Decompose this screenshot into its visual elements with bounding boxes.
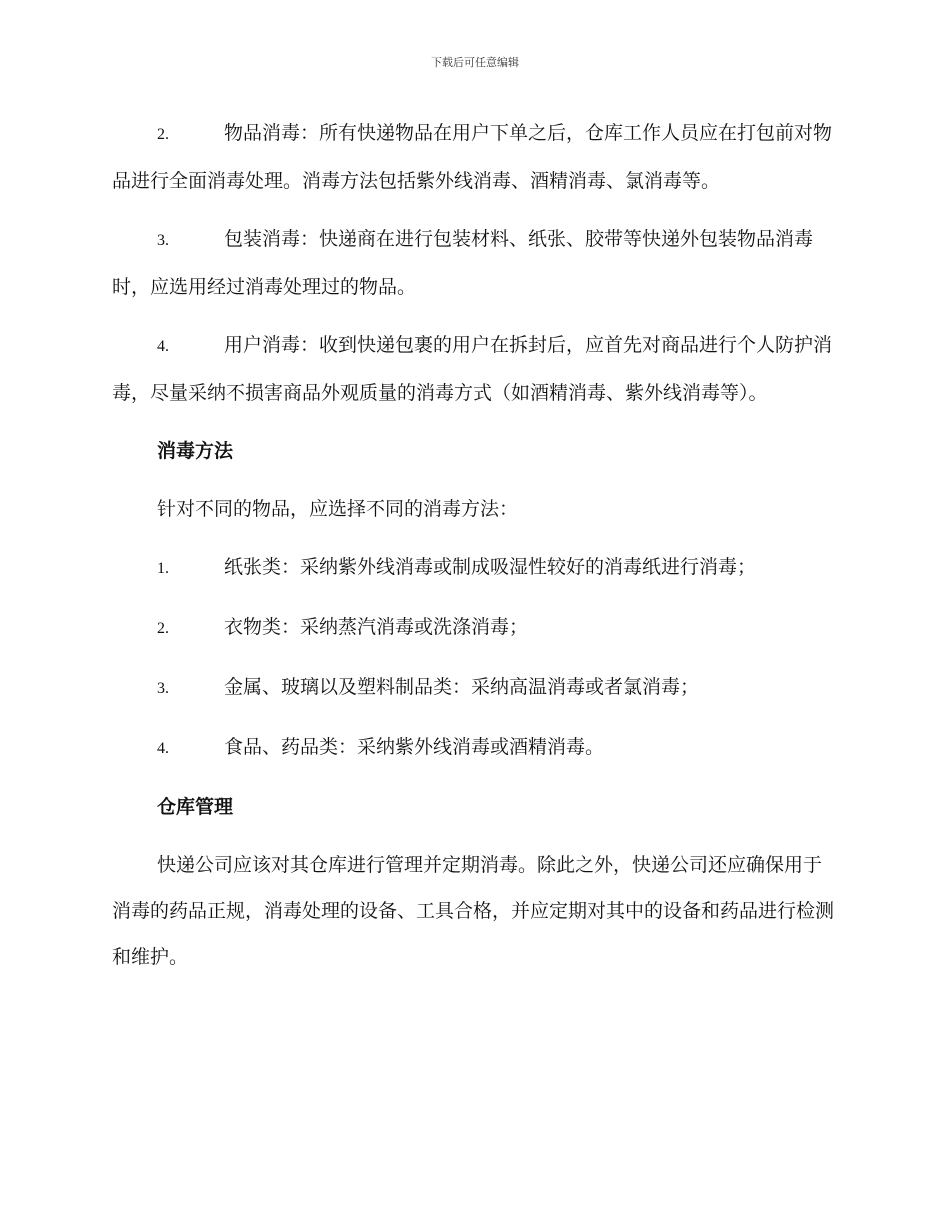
list-item	[112, 544, 834, 592]
list-item-text: 包装消毒：快递商在进行包装材料、纸张、胶带等快递外包装物品消毒时，应选用经过消毒处理过的物品。	[112, 228, 814, 298]
list-item-number: 4.	[157, 338, 169, 355]
list-item-number: 3.	[157, 680, 169, 697]
list-item-number: 1.	[157, 560, 169, 577]
section-body-paragraph: 快递公司应该对其仓库进行管理并定期消毒。除此之外，快递公司还应确保用于消毒的药品正规，消毒处理的设备、工具合格，并应定期对其中的设备和药品进行检测和维护。	[112, 854, 835, 968]
list-item	[112, 604, 834, 652]
section-heading-warehouse-management: 仓库管理	[157, 796, 234, 818]
list-item-text: 纸张类：采纳紫外线消毒或制成吸湿性较好的消毒纸进行消毒；	[224, 556, 757, 578]
list-item	[112, 664, 834, 712]
list-item-text: 衣物类：采纳蒸汽消毒或洗涤消毒；	[224, 616, 529, 638]
list-item	[112, 322, 834, 416]
list-item-number: 2.	[157, 126, 169, 143]
section-heading-disinfection-methods: 消毒方法	[157, 440, 234, 462]
list-item-text: 用户消毒：收到快递包裹的用户在拆封后，应首先对商品进行个人防护消毒，尽量采纳不损害商品外观质量的消毒方式（如酒精消毒、紫外线消毒等）。	[112, 334, 833, 404]
document-body	[112, 110, 834, 992]
list-item-text: 金属、玻璃以及塑料制品类：采纳高温消毒或者氯消毒；	[224, 676, 700, 698]
list-item-number: 3.	[157, 232, 169, 249]
list-item-text: 食品、药品类：采纳紫外线消毒或酒精消毒。	[224, 736, 605, 758]
list-item	[112, 724, 834, 772]
list-item-number: 4.	[157, 740, 169, 757]
list-item-number: 2.	[157, 620, 169, 637]
list-item-text: 物品消毒：所有快递物品在用户下单之后，仓库工作人员应在打包前对物品进行全面消毒处理。消毒方法包括紫外线消毒、酒精消毒、氯消毒等。	[112, 122, 833, 192]
list-item	[112, 216, 834, 310]
list-item	[112, 110, 834, 204]
page-header: 下载后可任意编辑	[431, 56, 519, 69]
section-intro: 针对不同的物品，应选择不同的消毒方法：	[157, 498, 519, 520]
